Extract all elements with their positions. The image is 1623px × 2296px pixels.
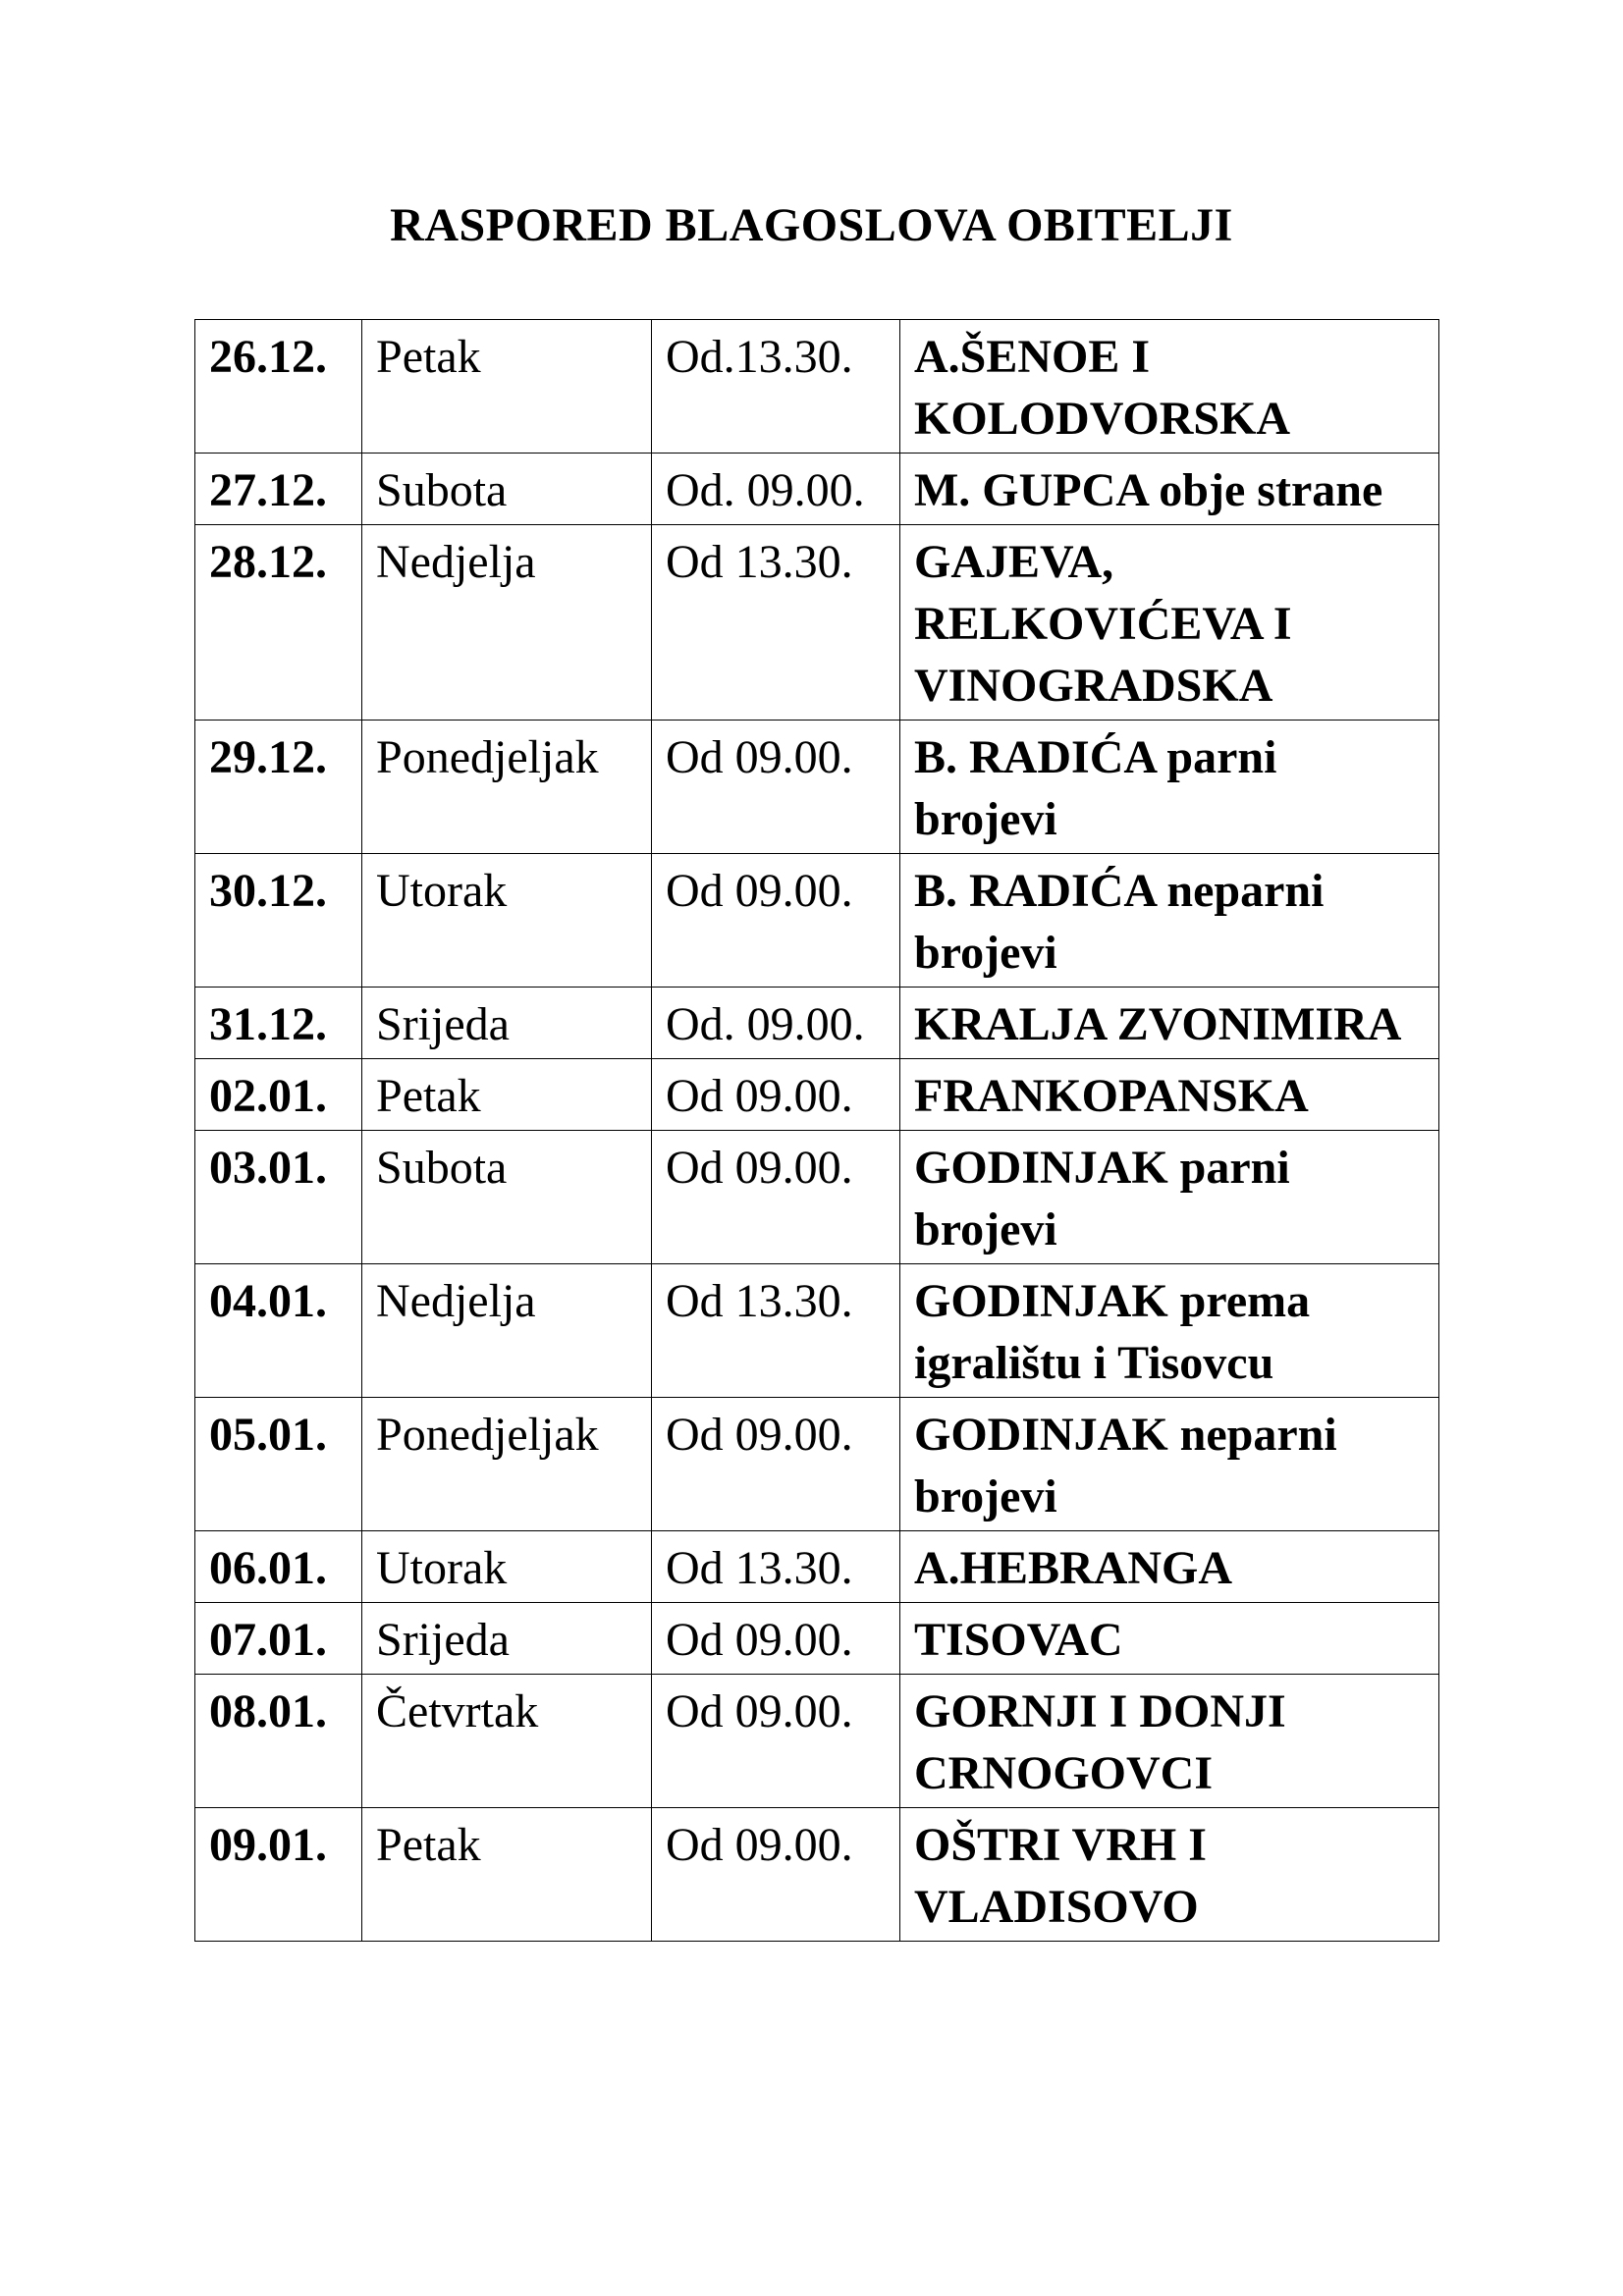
table-row	[195, 1531, 1439, 1603]
day-cell: Utorak	[362, 854, 652, 988]
day-cell: Nedjelja	[362, 1264, 652, 1398]
time-cell: Od. 09.00.	[652, 988, 900, 1059]
table-row	[195, 525, 1439, 721]
location-cell: GODINJAK prema igralištu i Tisovcu	[900, 1264, 1439, 1398]
date-cell: 09.01.	[195, 1808, 362, 1942]
location-cell: B. RADIĆA neparni brojevi	[900, 854, 1439, 988]
time-cell: Od. 09.00.	[652, 454, 900, 525]
day-cell: Subota	[362, 1131, 652, 1264]
table-row	[195, 1398, 1439, 1531]
table-row	[195, 1264, 1439, 1398]
location-cell: A.ŠENOE I KOLODVORSKA	[900, 320, 1439, 454]
time-cell: Od 09.00.	[652, 1398, 900, 1531]
time-cell: Od 09.00.	[652, 1603, 900, 1675]
table-row	[195, 1131, 1439, 1264]
date-cell: 08.01.	[195, 1675, 362, 1808]
location-cell: GORNJI I DONJI CRNOGOVCI	[900, 1675, 1439, 1808]
time-cell: Od 09.00.	[652, 1059, 900, 1131]
table-row	[195, 854, 1439, 988]
table-row	[195, 320, 1439, 454]
time-cell: Od 09.00.	[652, 1808, 900, 1942]
time-cell: Od 13.30.	[652, 1264, 900, 1398]
time-cell: Od 13.30.	[652, 525, 900, 721]
location-cell: GODINJAK neparni brojevi	[900, 1398, 1439, 1531]
day-cell: Petak	[362, 1059, 652, 1131]
day-cell: Nedjelja	[362, 525, 652, 721]
table-row	[195, 1603, 1439, 1675]
time-cell: Od 13.30.	[652, 1531, 900, 1603]
date-cell: 03.01.	[195, 1131, 362, 1264]
blessing-schedule-table	[194, 319, 1439, 1942]
location-cell: M. GUPCA obje strane	[900, 454, 1439, 525]
time-cell: Od 09.00.	[652, 1675, 900, 1808]
date-cell: 04.01.	[195, 1264, 362, 1398]
date-cell: 28.12.	[195, 525, 362, 721]
schedule-table-body	[195, 320, 1439, 1942]
table-row	[195, 454, 1439, 525]
date-cell: 31.12.	[195, 988, 362, 1059]
location-cell: A.HEBRANGA	[900, 1531, 1439, 1603]
day-cell: Ponedjeljak	[362, 1398, 652, 1531]
day-cell: Petak	[362, 320, 652, 454]
date-cell: 02.01.	[195, 1059, 362, 1131]
page-title: RASPORED BLAGOSLOVA OBITELJI	[390, 199, 1233, 251]
day-cell: Utorak	[362, 1531, 652, 1603]
location-cell: TISOVAC	[900, 1603, 1439, 1675]
table-row	[195, 1675, 1439, 1808]
day-cell: Srijeda	[362, 1603, 652, 1675]
day-cell: Četvrtak	[362, 1675, 652, 1808]
table-row	[195, 1808, 1439, 1942]
date-cell: 27.12.	[195, 454, 362, 525]
location-cell: OŠTRI VRH I VLADISOVO	[900, 1808, 1439, 1942]
time-cell: Od 09.00.	[652, 854, 900, 988]
date-cell: 07.01.	[195, 1603, 362, 1675]
day-cell: Srijeda	[362, 988, 652, 1059]
table-row	[195, 1059, 1439, 1131]
date-cell: 26.12.	[195, 320, 362, 454]
date-cell: 30.12.	[195, 854, 362, 988]
location-cell: FRANKOPANSKA	[900, 1059, 1439, 1131]
location-cell: KRALJA ZVONIMIRA	[900, 988, 1439, 1059]
date-cell: 06.01.	[195, 1531, 362, 1603]
time-cell: Od 09.00.	[652, 1131, 900, 1264]
table-row	[195, 721, 1439, 854]
location-cell: B. RADIĆA parni brojevi	[900, 721, 1439, 854]
table-row	[195, 988, 1439, 1059]
time-cell: Od 09.00.	[652, 721, 900, 854]
location-cell: GAJEVA, RELKOVIĆEVA I VINOGRADSKA	[900, 525, 1439, 721]
location-cell: GODINJAK parni brojevi	[900, 1131, 1439, 1264]
day-cell: Petak	[362, 1808, 652, 1942]
day-cell: Subota	[362, 454, 652, 525]
date-cell: 29.12.	[195, 721, 362, 854]
time-cell: Od.13.30.	[652, 320, 900, 454]
day-cell: Ponedjeljak	[362, 721, 652, 854]
date-cell: 05.01.	[195, 1398, 362, 1531]
